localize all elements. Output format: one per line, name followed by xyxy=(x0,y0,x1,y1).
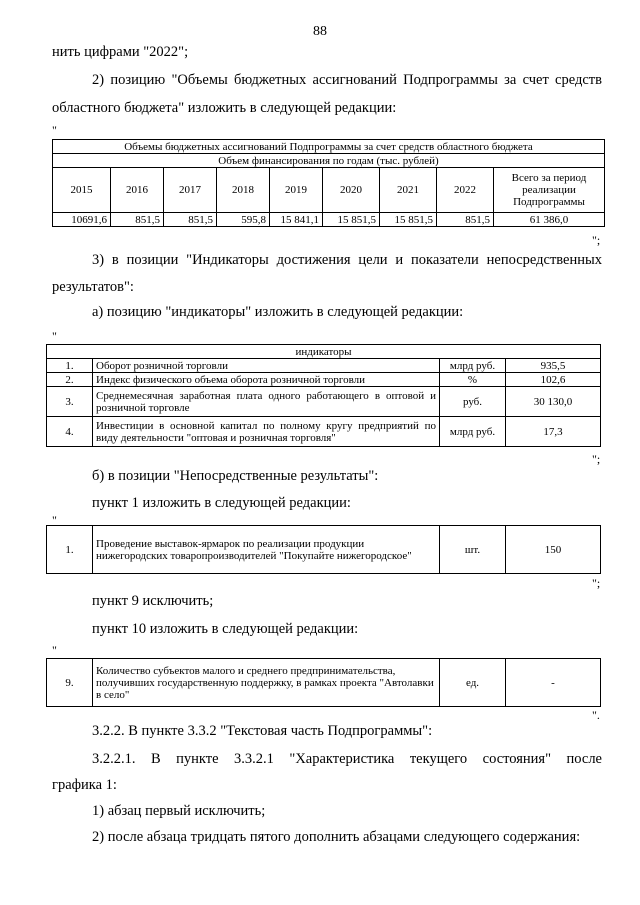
budget-value: 851,5 xyxy=(437,213,494,227)
row-number: 4. xyxy=(47,417,93,447)
row-number: 9. xyxy=(47,659,93,707)
paragraph-line: результатов": xyxy=(52,279,134,295)
year-header: 2015 xyxy=(53,168,111,213)
indicator-value: 935,5 xyxy=(506,359,601,373)
result-value: - xyxy=(506,659,601,707)
close-quote: ". xyxy=(592,708,600,722)
indicator-name: Инвестиции в основной капитал по полному кругу предприятий по виду деятельности "оптовая и розничная торговля" xyxy=(93,417,440,447)
paragraph-line: 3.2.2. В пункте 3.3.2 "Текстовая часть Подпрограммы": xyxy=(92,723,433,739)
budget-table-subtitle: Объем финансирования по годам (тыс. рублей) xyxy=(53,154,605,168)
budget-total: 61 386,0 xyxy=(494,213,605,227)
row-number: 2. xyxy=(47,373,93,387)
year-header: 2018 xyxy=(217,168,270,213)
year-header: 2022 xyxy=(437,168,494,213)
indicator-value: 17,3 xyxy=(506,417,601,447)
year-header: 2020 xyxy=(323,168,380,213)
budget-value: 595,8 xyxy=(217,213,270,227)
indicator-name: Оборот розничной торговли xyxy=(93,359,440,373)
indicator-unit: млрд руб. xyxy=(440,417,506,447)
indicator-unit: % xyxy=(440,373,506,387)
paragraph-line: пункт 1 изложить в следующей редакции: xyxy=(92,495,351,511)
paragraph-line: нить цифрами "2022"; xyxy=(52,44,189,60)
row-number: 1. xyxy=(47,526,93,574)
result-value: 150 xyxy=(506,526,601,574)
indicators-table xyxy=(46,344,601,447)
paragraph-line: областного бюджета" изложить в следующей редакции: xyxy=(52,100,397,116)
budget-value: 15 841,1 xyxy=(270,213,323,227)
result-unit: шт. xyxy=(440,526,506,574)
open-quote: " xyxy=(52,329,57,343)
results-table-item-1 xyxy=(46,525,601,574)
result-name: Количество субъектов малого и среднего предпринимательства, получивших государственную поддержку, в рамках проекта "Автолавки в село" xyxy=(93,659,440,707)
paragraph-line: пункт 9 исключить; xyxy=(92,593,214,609)
budget-value: 851,5 xyxy=(111,213,164,227)
paragraph-line: б) в позиции "Непосредственные результаты": xyxy=(92,468,379,484)
open-quote: " xyxy=(52,513,57,527)
indicator-name: Индекс физического объема оборота розничной торговли xyxy=(93,373,440,387)
indicator-value: 30 130,0 xyxy=(506,387,601,417)
result-unit: ед. xyxy=(440,659,506,707)
close-quote: "; xyxy=(592,233,601,247)
year-header: 2017 xyxy=(164,168,217,213)
budget-value: 15 851,5 xyxy=(380,213,437,227)
results-table-item-9 xyxy=(46,658,601,707)
indicators-title: индикаторы xyxy=(47,345,601,359)
paragraph-line: 2) позицию "Объемы бюджетных ассигнований Подпрограммы за счет средств xyxy=(92,72,602,88)
budget-value: 851,5 xyxy=(164,213,217,227)
paragraph-line: а) позицию "индикаторы" изложить в следующей редакции: xyxy=(92,304,464,320)
result-name: Проведение выставок-ярмарок по реализации продукции нижегородских товаропроизводителей "Покупайте нижегородское" xyxy=(93,526,440,574)
close-quote: "; xyxy=(592,576,601,590)
open-quote: " xyxy=(52,643,57,657)
row-number: 1. xyxy=(47,359,93,373)
page-number: 88 xyxy=(313,24,327,39)
budget-value: 10691,6 xyxy=(53,213,111,227)
budget-table-title: Объемы бюджетных ассигнований Подпрограммы за счет средств областного бюджета xyxy=(53,140,605,154)
budget-value: 15 851,5 xyxy=(323,213,380,227)
paragraph-line: графика 1: xyxy=(52,777,117,793)
row-number: 3. xyxy=(47,387,93,417)
paragraph-line: пункт 10 изложить в следующей редакции: xyxy=(92,621,359,637)
paragraph-line: 3) в позиции "Индикаторы достижения цели и показатели непосредственных xyxy=(92,252,602,268)
paragraph-line: 3.2.2.1. В пункте 3.3.2.1 "Характеристика текущего состояния" после xyxy=(92,751,602,767)
paragraph-line: 2) после абзаца тридцать пятого дополнить абзацами следующего содержания: xyxy=(92,829,581,845)
indicator-name: Среднемесячная заработная плата одного работающего в оптовой и розничной торговле xyxy=(93,387,440,417)
open-quote: " xyxy=(52,123,57,137)
paragraph-line: 1) абзац первый исключить; xyxy=(92,803,266,819)
year-header: 2019 xyxy=(270,168,323,213)
year-header: 2021 xyxy=(380,168,437,213)
year-header: 2016 xyxy=(111,168,164,213)
indicator-unit: млрд руб. xyxy=(440,359,506,373)
indicator-unit: руб. xyxy=(440,387,506,417)
total-header: Всего за период реализации Подпрограммы xyxy=(494,168,605,213)
budget-table xyxy=(52,139,605,227)
close-quote: "; xyxy=(592,452,601,466)
indicator-value: 102,6 xyxy=(506,373,601,387)
